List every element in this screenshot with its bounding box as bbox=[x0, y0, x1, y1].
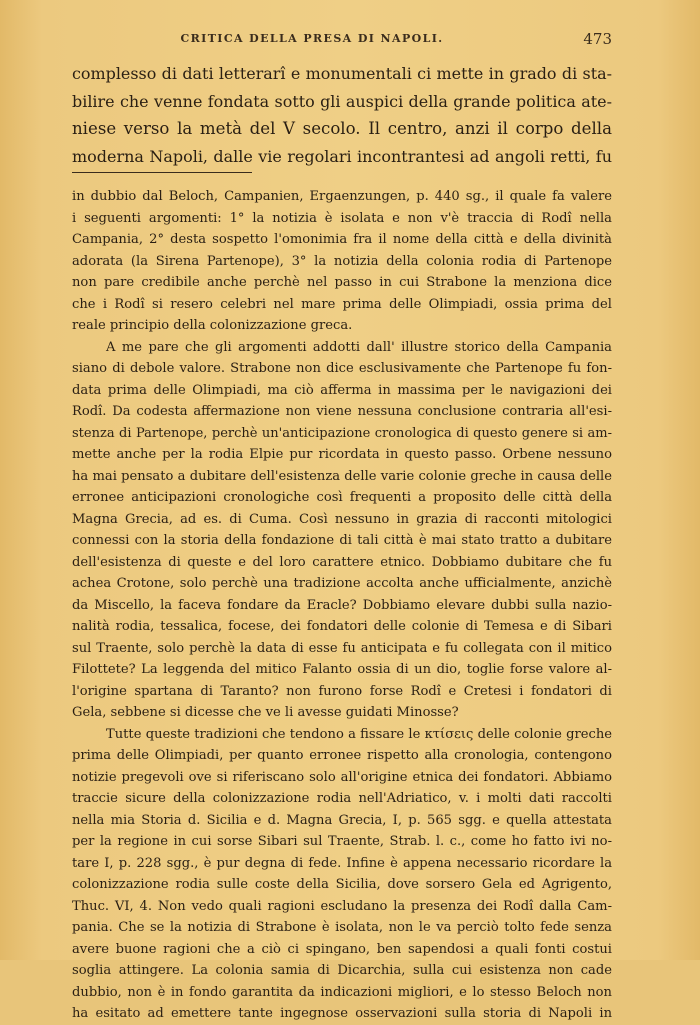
footnote-line: data prima delle Olimpiadi, ma ciò afferma in massima per le navigazioni dei bbox=[72, 382, 612, 398]
text-line: moderna Napoli, dalle vie regolari incontrantesi ad angoli retti, fu bbox=[72, 147, 612, 167]
footnote-line: Campania, 2° desta sospetto l'omonimia fra il nome della città e della divinità bbox=[72, 232, 612, 247]
main-text bbox=[72, 60, 612, 171]
footnote-line: dell'esistenza di queste e del loro carattere etnico. Dobbiamo dubitare che fu bbox=[72, 554, 612, 570]
footnote-line: ha esitato ad emettere tante ingegnose osservazioni sulla storia di Napoli in bbox=[72, 1006, 612, 1021]
footnote-line: achea Crotone, solo perchè una tradizione accolta anche ufficialmente, anzichè bbox=[72, 576, 612, 591]
footnote-line: non pare credibile anche perchè nel passo in cui Strabone la menziona dice bbox=[72, 275, 612, 290]
footnote-line: prima delle Olimpiadi, per quanto erronee rispetto alla cronologia, contengono bbox=[72, 748, 612, 763]
text-line: complesso di dati letterarî e monumentali ci mette in grado di sta- bbox=[72, 64, 612, 83]
footnote-separator bbox=[72, 172, 252, 173]
footnote-line: nalità rodia, tessalica, focese, dei fondatori delle colonie di Temesa e di Sibari bbox=[72, 619, 612, 634]
footnote-line: sul Traente, solo perchè la data di esse fu anticipata e fu collegata con il mitico bbox=[72, 640, 612, 656]
footnote-line: stenza di Partenope, perchè un'anticipazione cronologica di questo genere si am- bbox=[72, 425, 612, 441]
footnote-line: siano di debole valore. Strabone non dice esclusivamente che Partenope fu fon- bbox=[72, 361, 612, 376]
footnote bbox=[72, 186, 612, 1025]
footnote-line: pania. Che se la notizia di Strabone è isolata, non le va perciò tolto fede senza bbox=[72, 920, 612, 935]
footnote-line: Magna Grecia, ad es. di Cuma. Così nessuno in grazia di racconti mitologici bbox=[72, 511, 612, 527]
footnote-line: nella mia Storia d. Sicilia e d. Magna Grecia, I, p. 565 sgg. e quella attestata bbox=[72, 812, 612, 828]
running-head: CRITICA DELLA PRESA DI NAPOLI. bbox=[180, 32, 444, 45]
footnote-line: in dubbio dal Beloch, Campanien, Ergaenzungen, p. 440 sg., il quale fa valere bbox=[72, 189, 612, 204]
footnote-line: notizie pregevoli ove si riferiscano solo all'origine etnica dei fondatori. Abbiamo bbox=[72, 769, 612, 785]
footnote-line: Tutte queste tradizioni che tendono a fissare le κτίσεις delle colonie greche bbox=[106, 726, 612, 742]
footnote-line: connessi con la storia della fondazione di tali città è mai stato tratto a dubitare bbox=[72, 533, 612, 548]
footnote-line: erronee anticipazioni cronologiche così frequenti a proposito delle città della bbox=[72, 490, 612, 505]
footnote-line: Gela, sebbene si dicesse che ve li avesse guidati Minosse? bbox=[72, 705, 459, 720]
footnote-line: Rodî. Da codesta affermazione non viene nessuna conclusione contraria all'esi- bbox=[72, 404, 612, 419]
page-number: 473 bbox=[583, 30, 612, 48]
footnote-line: che i Rodî si resero celebri nel mare prima delle Olimpiadi, ossia prima del bbox=[72, 296, 612, 312]
footnote-line: reale principio della colonizzazione greca. bbox=[72, 318, 353, 333]
footnote-line: adorata (la Sirena Partenope), 3° la notizia della colonia rodia di Partenope bbox=[72, 253, 612, 269]
footnote-line: traccie sicure della colonizzazione rodia nell'Adriatico, v. i molti dati raccolti bbox=[72, 791, 612, 806]
footnote-line: avere buone ragioni che a ciò ci spingano, ben sapendosi a quali fonti costui bbox=[72, 941, 612, 957]
footnote-line: soglia attingere. La colonia samia di Dicarchia, sulla cui esistenza non cade bbox=[72, 963, 612, 978]
footnote-line: Thuc. VI, 4. Non vedo quali ragioni escludano la presenza dei Rodî dalla Cam- bbox=[72, 898, 612, 914]
text-line: niese verso la metà del V secolo. Il centro, anzi il corpo della bbox=[72, 119, 612, 139]
footnote-line: per la regione in cui sorse Sibari sul Traente, Strab. l. c., come ho fatto ivi no- bbox=[72, 834, 612, 849]
footnote-line: tare I, p. 228 sgg., è pur degna di fede. Infine è appena necessario ricordare la bbox=[72, 855, 612, 871]
footnote-line: A me pare che gli argomenti addotti dall' illustre storico della Campania bbox=[106, 339, 612, 355]
footnote-line: Filottete? La leggenda del mitico Falanto ossia di un dio, toglie forse valore al- bbox=[72, 662, 612, 677]
footnote-line: colonizzazione rodia sulle coste della Sicilia, dove sorsero Gela ed Agrigento, bbox=[72, 877, 612, 892]
footnote-line: l'origine spartana di Taranto? non furono forse Rodî e Cretesi i fondatori di bbox=[72, 683, 612, 699]
footnote-line: i seguenti argomenti: 1° la notizia è isolata e non v'è traccia di Rodî nella bbox=[72, 210, 612, 226]
page-header bbox=[72, 30, 612, 50]
footnote-line: ha mai pensato a dubitare dell'esistenza delle varie colonie greche in causa delle bbox=[72, 468, 612, 484]
footnote-line: mette anche per la rodia Elpie pur ricordata in questo passo. Orbene nessuno bbox=[72, 447, 612, 462]
text-line: bilire che venne fondata sotto gli auspici della grande politica ate- bbox=[72, 91, 612, 111]
footnote-line: dubbio, non è in fondo garantita da indicazioni migliori, e lo stesso Beloch non bbox=[72, 984, 612, 1000]
footnote-line: da Miscello, la faceva fondare da Eracle? Dobbiamo elevare dubbi sulla nazio- bbox=[72, 597, 612, 613]
